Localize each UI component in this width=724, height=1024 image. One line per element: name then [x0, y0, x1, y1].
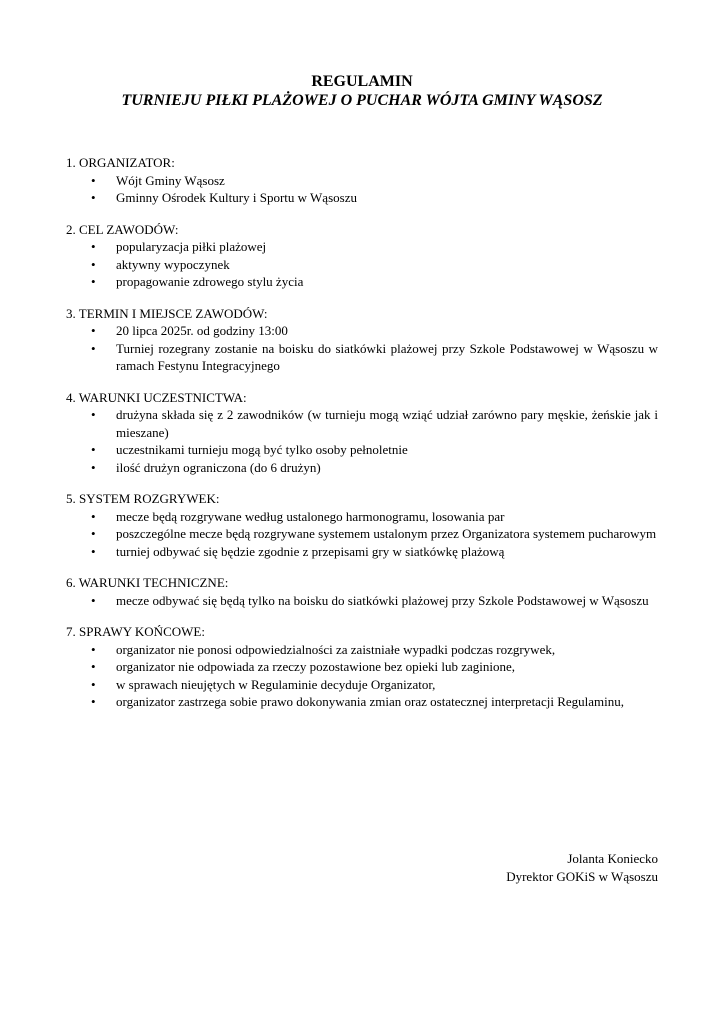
section-heading: 6. WARUNKI TECHNICZNE: [66, 575, 229, 590]
section-date-location [66, 305, 658, 375]
list-item: • mecze będą rozgrywane według ustalonego harmonogramu, losowania par [116, 508, 658, 526]
list-item: • ilość drużyn ograniczona (do 6 drużyn) [116, 459, 658, 477]
list-item: • organizator zastrzega sobie prawo dokonywania zmian oraz ostatecznej interpretacji Regulaminu, [116, 693, 658, 711]
signature-block [506, 850, 658, 885]
list-item: • Turniej rozegrany zostanie na boisku do siatkówki plażowej przy Szkole Podstawowej w Wąsoszu w ramach Festynu Integracyjnego [116, 340, 658, 375]
bullet-list [66, 641, 658, 711]
list-item: • organizator nie ponosi odpowiedzialności za zaistniałe wypadki podczas rozgrywek, [116, 641, 658, 659]
list-item: • drużyna składa się z 2 zawodników (w turnieju mogą wziąć udział zarówno pary męskie, żeńskie jak i mieszane) [116, 406, 658, 441]
document-title: REGULAMIN [311, 73, 413, 90]
signatory-name: Jolanta Koniecko [567, 851, 658, 866]
section-heading: 2. CEL ZAWODÓW: [66, 221, 179, 237]
section-organizer [66, 154, 658, 207]
list-item: • Wójt Gminy Wąsosz [116, 172, 658, 190]
section-goals [66, 221, 658, 291]
bullet-list [66, 322, 658, 375]
section-heading: 7. SPRAWY KOŃCOWE: [66, 624, 205, 639]
list-item: • aktywny wypoczynek [116, 256, 658, 274]
section-heading: 5. SYSTEM ROZGRYWEK: [66, 491, 220, 506]
section-heading: 3. TERMIN I MIEJSCE ZAWODÓW: [66, 305, 268, 321]
list-item: • uczestnikami turnieju mogą być tylko osoby pełnoletnie [116, 441, 658, 459]
sections-container [66, 154, 658, 711]
list-item: • propagowanie zdrowego stylu życia [116, 273, 658, 291]
bullet-list [66, 172, 658, 207]
list-item: • mecze odbywać się będą tylko na boisku do siatkówki plażowej przy Szkole Podstawowej w Wąsoszu [116, 592, 658, 610]
section-participation [66, 389, 658, 477]
list-item: • turniej odbywać się będzie zgodnie z przepisami gry w siatkówkę plażową [116, 543, 658, 561]
list-item: • w sprawach nieujętych w Regulaminie decyduje Organizator, [116, 676, 658, 694]
section-final-matters [66, 623, 658, 711]
bullet-list [66, 592, 658, 610]
section-technical [66, 574, 658, 609]
section-heading: 1. ORGANIZATOR: [66, 155, 175, 170]
list-item: • organizator nie odpowiada za rzeczy pozostawione bez opieki lub zaginione, [116, 658, 658, 676]
bullet-list [66, 508, 658, 561]
bullet-list [66, 238, 658, 291]
list-item: • Gminny Ośrodek Kultury i Sportu w Wąsoszu [116, 189, 658, 207]
signatory-role: Dyrektor GOKiS w Wąsoszu [506, 868, 658, 884]
list-item: • poszczególne mecze będą rozgrywane systemem ustalonym przez Organizatora systemem pucharowym [116, 525, 658, 543]
bullet-list [66, 406, 658, 476]
section-game-system [66, 490, 658, 560]
document-subtitle: TURNIEJU PIŁKI PLAŻOWEJ O PUCHAR WÓJTA GMINY WĄSOSZ [121, 92, 603, 109]
section-heading: 4. WARUNKI UCZESTNICTWA: [66, 389, 247, 405]
list-item: • popularyzacja piłki plażowej [116, 238, 658, 256]
list-item: • 20 lipca 2025r. od godziny 13:00 [116, 322, 658, 340]
